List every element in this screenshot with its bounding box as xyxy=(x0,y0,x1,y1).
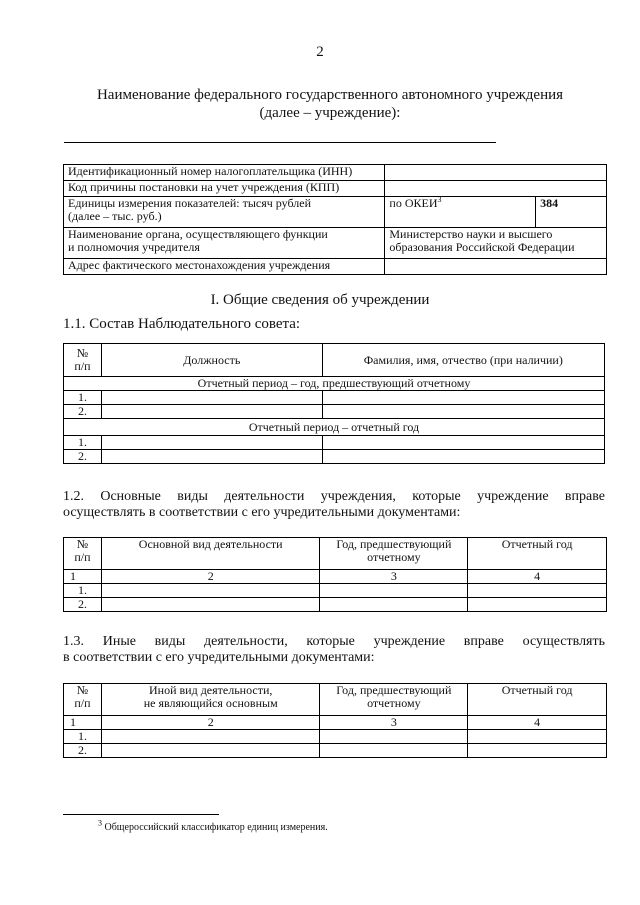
section1-title: I. Общие сведения об учреждении xyxy=(210,292,430,308)
s12-cell xyxy=(468,598,607,612)
okei-label xyxy=(385,197,536,228)
s12-index-3: 3 xyxy=(320,570,468,584)
s12-col-no xyxy=(64,538,102,570)
founder-organ-value-line1: Министерство науки и высшего xyxy=(389,227,553,241)
okei-footnote-mark: 3 xyxy=(437,195,442,204)
s11-col-fio: Фамилия, имя, отчество (при наличии) xyxy=(322,344,604,377)
s11-cell xyxy=(101,405,322,419)
s13-col-no-line2: п/п xyxy=(74,696,91,710)
s12-index-1: 1 xyxy=(64,570,102,584)
s11-table xyxy=(63,343,605,464)
institution-heading-line2: (далее – учреждение): xyxy=(259,105,401,121)
inn-value xyxy=(385,165,607,181)
s13-col-no xyxy=(64,684,102,716)
s13-cell xyxy=(320,744,468,758)
address-label: Адрес фактического местонахождения учреждения xyxy=(64,259,385,275)
s11-row-no: 2. xyxy=(64,450,102,464)
s12-col-activity: Основной вид деятельности xyxy=(101,538,319,570)
s12-col-prev-line1: Год, предшествующий xyxy=(336,537,452,551)
units-label xyxy=(64,197,385,228)
s12-cell xyxy=(101,584,319,598)
units-label-line1: Единицы измерения показателей: тысяч рублей xyxy=(68,196,311,210)
s13-row-no: 2. xyxy=(64,744,102,758)
s13-cell xyxy=(101,744,319,758)
s13-col-activity-line2: не являющийся основным xyxy=(143,696,278,710)
s13-title xyxy=(63,634,605,666)
s11-cell xyxy=(322,436,604,450)
s13-cell xyxy=(320,730,468,744)
s13-title-line2: в соответствии с его учредительными документами: xyxy=(63,650,375,665)
s13-col-no-line1: № xyxy=(76,683,89,697)
s13-col-prev xyxy=(320,684,468,716)
s11-period-prev: Отчетный период – год, предшествующий отчетному xyxy=(64,377,605,391)
institution-heading-line1: Наименование федерального государственного автономного учреждения xyxy=(96,87,564,103)
s12-col-curr: Отчетный год xyxy=(468,538,607,570)
s12-title-line1: 1.2. Основные виды деятельности учреждения, которые учреждение вправе xyxy=(63,489,605,504)
s13-table xyxy=(63,683,607,758)
s12-cell xyxy=(468,584,607,598)
institution-heading xyxy=(60,86,600,122)
footnote xyxy=(98,818,328,833)
s13-index-2: 2 xyxy=(101,716,319,730)
s13-title-line1: 1.3. Иные виды деятельности, которые учреждение вправе осуществлять xyxy=(63,634,605,649)
footnote-separator xyxy=(63,814,219,815)
kpp-value xyxy=(385,181,607,197)
s12-index-4: 4 xyxy=(468,570,607,584)
s13-col-activity xyxy=(101,684,319,716)
s12-row-no: 1. xyxy=(64,584,102,598)
s11-period-curr: Отчетный период – отчетный год xyxy=(64,419,605,436)
inn-label: Идентификационный номер налогоплательщика (ИНН) xyxy=(64,165,385,181)
s12-cell xyxy=(101,598,319,612)
s13-cell xyxy=(468,744,607,758)
s12-index-2: 2 xyxy=(101,570,319,584)
s12-col-prev-line2: отчетному xyxy=(367,550,421,564)
s11-title: 1.1. Состав Наблюдательного совета: xyxy=(63,316,301,332)
founder-organ-value-line2: образования Российской Федерации xyxy=(389,240,575,254)
founder-organ-label-line2: и полномочия учредителя xyxy=(68,240,200,254)
address-value xyxy=(385,259,607,275)
s11-row-no: 1. xyxy=(64,391,102,405)
s11-col-position: Должность xyxy=(101,344,322,377)
s11-cell xyxy=(101,391,322,405)
s11-cell xyxy=(101,450,322,464)
okei-label-text: по ОКЕИ xyxy=(389,196,438,210)
s13-index-3: 3 xyxy=(320,716,468,730)
s13-index-4: 4 xyxy=(468,716,607,730)
s12-col-no-line2: п/п xyxy=(74,550,91,564)
kpp-label: Код причины постановки на учет учреждения (КПП) xyxy=(64,181,385,197)
s13-cell xyxy=(101,730,319,744)
footnote-text: Общероссийский классификатор единиц измерения. xyxy=(104,822,328,833)
s12-cell xyxy=(320,584,468,598)
institution-name-line xyxy=(64,142,496,143)
s12-table xyxy=(63,537,607,612)
s11-col-no-line1: № xyxy=(76,346,89,360)
s12-row-no: 2. xyxy=(64,598,102,612)
s13-cell xyxy=(468,730,607,744)
s13-row-no: 1. xyxy=(64,730,102,744)
units-label-line2: (далее – тыс. руб.) xyxy=(68,209,162,223)
requisites-table xyxy=(63,164,607,275)
founder-organ-label-line1: Наименование органа, осуществляющего функции xyxy=(68,227,328,241)
s12-title-line2: осуществлять в соответствии с его учредительными документами: xyxy=(63,505,461,520)
footnote-mark: 3 xyxy=(98,818,102,828)
s11-cell xyxy=(101,436,322,450)
page-number: 2 xyxy=(316,44,324,60)
s11-row-no: 1. xyxy=(64,436,102,450)
s13-col-curr: Отчетный год xyxy=(468,684,607,716)
s12-col-no-line1: № xyxy=(76,537,89,551)
s11-cell xyxy=(322,450,604,464)
s13-col-prev-line1: Год, предшествующий xyxy=(336,683,452,697)
founder-organ-value xyxy=(385,228,607,259)
founder-organ-label xyxy=(64,228,385,259)
s12-col-prev xyxy=(320,538,468,570)
s13-col-prev-line2: отчетному xyxy=(367,696,421,710)
s13-index-1: 1 xyxy=(64,716,102,730)
s12-cell xyxy=(320,598,468,612)
s11-col-no xyxy=(64,344,102,377)
okei-value: 384 xyxy=(536,197,607,228)
s11-row-no: 2. xyxy=(64,405,102,419)
s11-cell xyxy=(322,405,604,419)
s11-col-no-line2: п/п xyxy=(74,359,91,373)
s13-col-activity-line1: Иной вид деятельности, xyxy=(148,683,273,697)
s12-title xyxy=(63,489,605,521)
s11-cell xyxy=(322,391,604,405)
